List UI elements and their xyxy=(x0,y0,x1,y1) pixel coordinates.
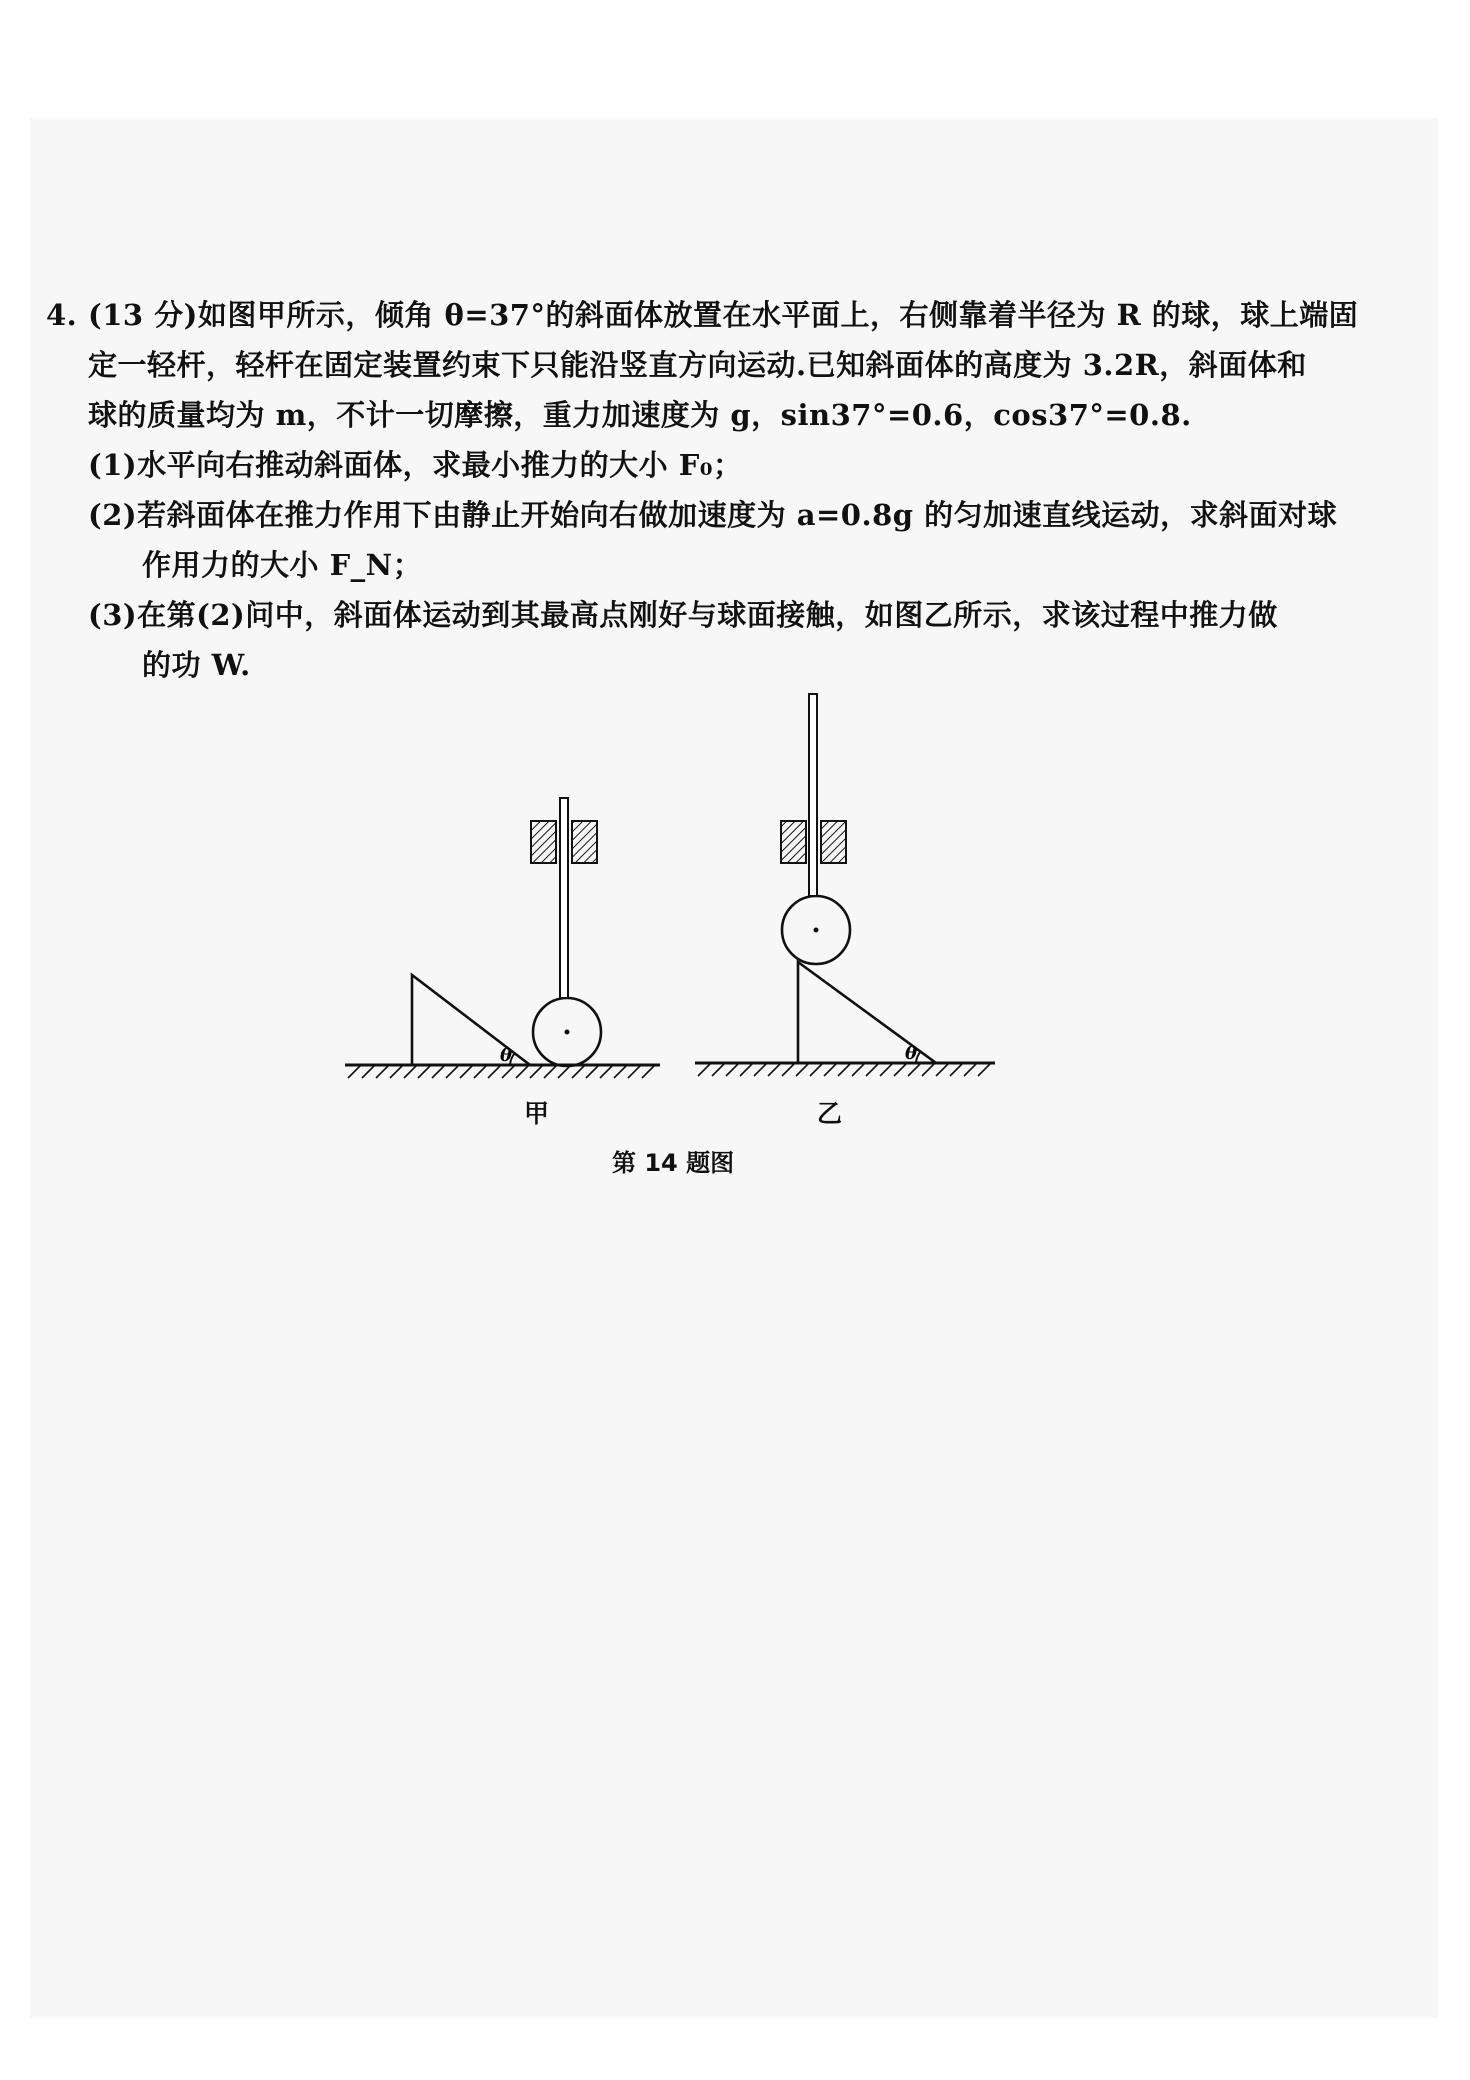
figure-14 xyxy=(340,690,1000,1170)
question-part-1: (1)水平向右推动斜面体，求最小推力的大小 F₀； xyxy=(88,448,743,482)
question-14 xyxy=(46,290,1366,690)
ground-hatching-right xyxy=(698,1064,990,1076)
ball-center-jia xyxy=(565,1030,570,1035)
physics-diagram xyxy=(340,690,1000,1160)
question-stem-line-3: 球的质量均为 m，不计一切摩擦，重力加速度为 g，sin37°=0.6，cos37°=0.8. xyxy=(88,398,1192,432)
guide-right-yi xyxy=(821,821,846,863)
diagram-jia xyxy=(345,798,660,1078)
guide-left-yi xyxy=(781,821,806,863)
question-part-2: (2)若斜面体在推力作用下由静止开始向右做加速度为 a=0.8g 的匀加速直线运动，求斜面对球 xyxy=(88,498,1338,532)
question-part-3: (3)在第(2)问中，斜面体运动到其最高点刚好与球面接触，如图乙所示，求该过程中推力做 xyxy=(88,598,1278,632)
figure-caption: 第 14 题图 xyxy=(612,1149,735,1177)
angle-label-yi: θ xyxy=(905,1043,918,1064)
question-part-2-continued: 作用力的大小 F_N； xyxy=(142,548,423,582)
figure-label-jia: 甲 xyxy=(524,1099,550,1128)
question-stem-line-2: 定一轻杆，轻杆在固定装置约束下只能沿竖直方向运动.已知斜面体的高度为 3.2R，斜面体和 xyxy=(88,348,1307,382)
question-line-1 xyxy=(46,290,1366,340)
angle-label-jia: θ xyxy=(500,1045,513,1066)
ball-center-yi xyxy=(814,928,819,933)
ground-hatching-left xyxy=(348,1066,654,1078)
figure-label-yi: 乙 xyxy=(817,1099,843,1128)
question-part-3-continued: 的功 W. xyxy=(142,648,251,682)
rod-jia xyxy=(560,798,568,998)
question-stem-line-1: (13 分)如图甲所示，倾角 θ=37°的斜面体放置在水平面上，右侧靠着半径为 R 的球，球上端固 xyxy=(88,298,1359,332)
incline-block-jia xyxy=(412,975,530,1065)
guide-left-jia xyxy=(531,821,556,863)
guide-right-jia xyxy=(572,821,597,863)
diagram-yi xyxy=(695,694,995,1076)
question-number: 4. xyxy=(46,298,78,332)
rod-yi xyxy=(809,694,817,896)
